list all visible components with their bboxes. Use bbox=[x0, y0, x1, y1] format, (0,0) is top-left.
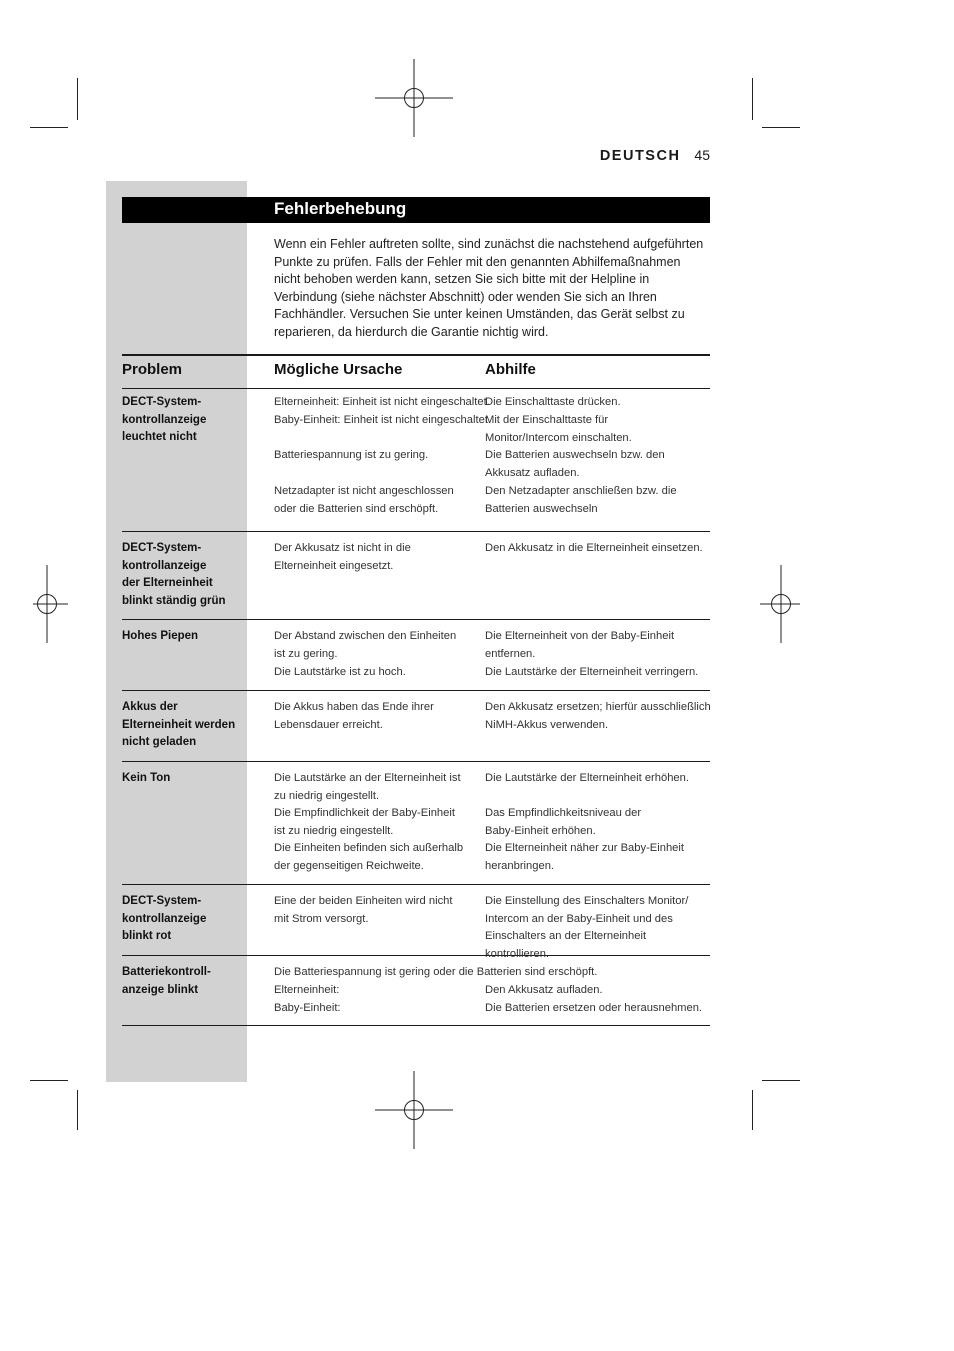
table-header bbox=[122, 354, 710, 389]
crop-mark bbox=[752, 78, 753, 120]
registration-mark-icon bbox=[375, 59, 453, 137]
problem-cell: Akkus der Elterneinheit werden nicht geladen bbox=[122, 701, 236, 749]
cause-cell: Batteriespannung ist zu gering. bbox=[274, 449, 429, 461]
remedy-cell: Die Lautstärke der Elterneinheit erhöhen. bbox=[485, 772, 689, 784]
cause-cell: Die Lautstärke an der Elterneinheit ist zu niedrig eingestellt. bbox=[274, 772, 461, 802]
remedy-cell: Mit der Einschalttaste für Monitor/Intercom einschalten. bbox=[485, 414, 632, 444]
cause-cell: Die Einheiten befinden sich außerhalb der gegenseitigen Reichweite. bbox=[274, 842, 464, 872]
table-row bbox=[122, 956, 710, 1026]
table-row bbox=[122, 762, 710, 885]
crop-mark bbox=[77, 1090, 78, 1130]
cause-cell: Baby-Einheit: Einheit ist nicht eingeschaltet. bbox=[274, 414, 492, 426]
remedy-cell: Die Batterien ersetzen oder herausnehmen. bbox=[485, 1002, 703, 1014]
crop-mark bbox=[752, 1090, 753, 1130]
remedy-cell: Das Empfindlichkeitsniveau der Baby-Einheit erhöhen. bbox=[485, 807, 642, 837]
remedy-cell: Die Lautstärke der Elterneinheit verringern. bbox=[485, 666, 699, 678]
registration-mark-icon bbox=[8, 565, 86, 643]
page-number: 45 bbox=[694, 147, 710, 163]
crop-mark bbox=[762, 1080, 800, 1081]
remedy-cell: Die Einstellung des Einschalters Monitor/ Intercom an der Baby-Einheit und des Einschalters an der Elterneinheit kontrollieren. bbox=[485, 895, 689, 961]
problem-cell: DECT-System- kontrollanzeige blinkt rot bbox=[122, 895, 207, 943]
header-problem: Problem bbox=[122, 361, 183, 378]
table-row bbox=[122, 885, 710, 961]
section-title: Fehlerbehebung bbox=[274, 199, 407, 218]
registration-mark-icon bbox=[375, 1071, 453, 1149]
intro-paragraph: Wenn ein Fehler auftreten sollte, sind zunächst die nachstehend aufgeführten Punkte zu prüfen. Falls der Fehler mit den genannten Abhilfemaßnahmen nicht behoben werden kann, setzen Sie sich bitte mit der Helpline in Verbindung (siehe nächster Abschnitt) oder wenden Sie sich an Ihren Fachhändler. Versuchen Sie unter keinen Umständen, das Gerät selbst zu reparieren, da hierdurch die Garantie nichtig wird. bbox=[274, 237, 704, 339]
table-row bbox=[122, 386, 710, 532]
registration-mark-icon bbox=[742, 565, 820, 643]
header-cause: Mögliche Ursache bbox=[274, 361, 403, 378]
remedy-cell: Den Akkusatz in die Elterneinheit einsetzen. bbox=[485, 542, 703, 554]
problem-cell: Kein Ton bbox=[122, 772, 171, 784]
cause-cell: Elterneinheit: bbox=[274, 984, 340, 996]
problem-cell: DECT-System- kontrollanzeige leuchtet nicht bbox=[122, 396, 207, 444]
crop-mark bbox=[30, 127, 68, 128]
table-row bbox=[122, 691, 710, 762]
language-label: DEUTSCH bbox=[599, 148, 681, 164]
remedy-cell: Die Elterneinheit näher zur Baby-Einheit heranbringen. bbox=[485, 842, 684, 872]
cause-cell: Elterneinheit: Einheit ist nicht eingeschaltet. bbox=[274, 396, 490, 408]
remedy-cell: Den Akkusatz aufladen. bbox=[485, 984, 603, 996]
cause-cell: Die Empfindlichkeit der Baby-Einheit ist zu niedrig eingestellt. bbox=[274, 807, 455, 837]
problem-cell: DECT-System- kontrollanzeige der Elterneinheit blinkt ständig grün bbox=[122, 542, 226, 608]
cause-cell: Eine der beiden Einheiten wird nicht mit Strom versorgt. bbox=[274, 895, 453, 925]
header-remedy: Abhilfe bbox=[485, 361, 536, 378]
cause-cell: Der Akkusatz ist nicht in die Elterneinheit eingesetzt. bbox=[274, 542, 411, 572]
crop-mark bbox=[30, 1080, 68, 1081]
remedy-cell: Die Einschalttaste drücken. bbox=[485, 396, 621, 408]
table-row bbox=[122, 620, 710, 691]
cause-cell: Die Akkus haben das Ende ihrer Lebensdauer erreicht. bbox=[274, 701, 434, 731]
cause-cell: Die Lautstärke ist zu hoch. bbox=[274, 666, 406, 678]
remedy-cell: Den Netzadapter anschließen bzw. die Batterien auswechseln bbox=[485, 485, 677, 515]
cause-cell: Netzadapter ist nicht angeschlossen oder die Batterien sind erschöpft. bbox=[274, 485, 454, 515]
table-row bbox=[122, 532, 710, 620]
cause-cell: Der Abstand zwischen den Einheiten ist zu gering. bbox=[274, 630, 457, 660]
crop-mark bbox=[762, 127, 800, 128]
section-title-bar bbox=[122, 197, 710, 223]
cause-cell: Die Batteriespannung ist gering oder die Batterien sind erschöpft. bbox=[274, 966, 598, 978]
remedy-cell: Den Akkusatz ersetzen; hierfür ausschließlich NiMH-Akkus verwenden. bbox=[485, 701, 711, 731]
crop-mark bbox=[77, 78, 78, 120]
page-header bbox=[600, 147, 710, 164]
cause-cell: Baby-Einheit: bbox=[274, 1002, 341, 1014]
problem-cell: Batteriekontroll- anzeige blinkt bbox=[122, 966, 211, 996]
remedy-cell: Die Elterneinheit von der Baby-Einheit entfernen. bbox=[485, 630, 675, 660]
problem-cell: Hohes Piepen bbox=[122, 630, 199, 642]
remedy-cell: Die Batterien auswechseln bzw. den Akkusatz aufladen. bbox=[485, 449, 665, 479]
